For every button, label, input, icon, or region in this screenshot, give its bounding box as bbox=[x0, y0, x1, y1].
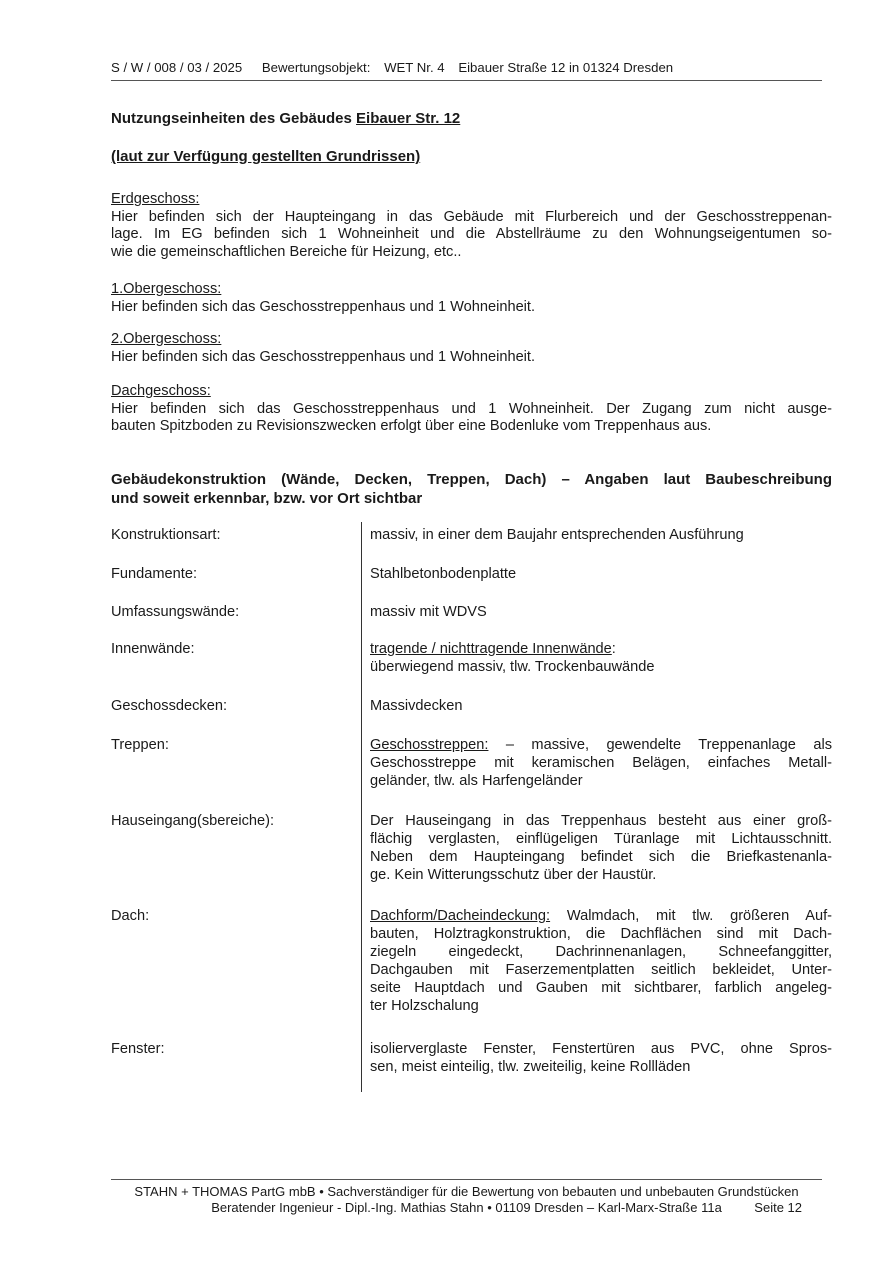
row-value-line: überwiegend massiv, tlw. Trockenbauwände bbox=[370, 659, 655, 675]
floor-text-line: Hier befinden sich das Geschosstreppenhaus und 1 Wohneinheit. Der Zugang zum nicht ausge- bbox=[111, 400, 832, 417]
floor-text bbox=[111, 209, 832, 262]
row-value bbox=[370, 812, 832, 884]
row-value-lead: Geschosstreppen: bbox=[370, 737, 489, 753]
row-value-line bbox=[370, 640, 832, 658]
floor-text-line: wie die gemeinschaftlichen Bereiche für Heizung, etc.. bbox=[111, 243, 462, 260]
row-value-line: flächig verglasten, einflügeligen Türanlage mit Lichtausschnitt. bbox=[370, 831, 832, 847]
row-value-line: Massivdecken bbox=[370, 698, 463, 714]
row-value-line: ziegeln eingedeckt, Dachrinnenanlagen, Schneefanggitter, bbox=[370, 944, 832, 960]
footer-line-2 bbox=[111, 1200, 822, 1216]
row-label: Hauseingang(sbereiche): bbox=[111, 813, 275, 829]
row-value-line: Geschosstreppe mit keramischen Belägen, einfaches Metall- bbox=[370, 755, 832, 771]
page-title-prefix: Nutzungseinheiten des Gebäudes bbox=[111, 110, 357, 127]
object-address: Eibauer Straße 12 in 01324 Dresden bbox=[458, 60, 674, 75]
footer-line-1: STAHN + THOMAS PartG mbB • Sachverständiger für die Bewertung von bebauten und unbebauten Grundstücken bbox=[134, 1184, 799, 1199]
object-id: WET Nr. 4 bbox=[384, 60, 445, 75]
row-value-line: geländer, tlw. als Harfengeländer bbox=[370, 773, 583, 789]
row-value bbox=[370, 697, 832, 715]
floor-heading: Dachgeschoss: bbox=[111, 383, 211, 399]
floor-text bbox=[111, 401, 832, 436]
row-label: Fundamente: bbox=[111, 566, 197, 582]
floor-text-line: Hier befinden sich das Geschosstreppenhaus und 1 Wohneinheit. bbox=[111, 298, 536, 315]
row-value-line: seite Hauptdach und Gauben mit sichtbarer, farblich angeleg- bbox=[370, 980, 832, 996]
floor-section-og1 bbox=[111, 281, 832, 316]
row-value-lead: tragende / nichttragende Innenwände bbox=[370, 641, 612, 657]
row-value-line bbox=[370, 907, 832, 925]
page-subtitle: (laut zur Verfügung gestellten Grundrissen) bbox=[111, 148, 421, 165]
table-divider bbox=[361, 522, 362, 1092]
row-value-lead-rest: : bbox=[611, 641, 616, 657]
page-header bbox=[111, 60, 822, 81]
floor-section-dg bbox=[111, 383, 832, 436]
row-value-line bbox=[370, 736, 832, 754]
floor-heading: 1.Obergeschoss: bbox=[111, 281, 222, 297]
row-value-line: Stahlbetonbodenplatte bbox=[370, 566, 517, 582]
row-value-lead-rest: Walmdach, mit tlw. größeren Auf- bbox=[550, 908, 832, 924]
floor-heading: 2.Obergeschoss: bbox=[111, 331, 222, 347]
row-value bbox=[370, 907, 832, 1015]
row-value bbox=[370, 640, 832, 676]
row-value bbox=[370, 565, 832, 583]
row-value-line: ge. Kein Witterungsschutz über der Haustür. bbox=[370, 867, 657, 883]
page-title bbox=[111, 110, 460, 127]
floor-text-line: lage. Im EG befinden sich 1 Wohneinheit und die Abstellräume zu den Wohnungseigentumen so- bbox=[111, 226, 832, 242]
row-label: Umfassungswände: bbox=[111, 604, 240, 620]
row-label: Konstruktionsart: bbox=[111, 527, 221, 543]
footer-address: Beratender Ingenieur - Dipl.-Ing. Mathias Stahn • 01109 Dresden – Karl-Marx-Straße 11a bbox=[211, 1200, 722, 1215]
row-value-line: Neben dem Haupteingang befindet sich die Briefkastenanla- bbox=[370, 849, 832, 865]
row-value-lead-rest: – massive, gewendelte Treppenanlage als bbox=[488, 737, 832, 753]
row-label: Innenwände: bbox=[111, 641, 195, 657]
row-value-line: massiv, in einer dem Baujahr entsprechenden Ausführung bbox=[370, 527, 744, 543]
floor-text-line: Hier befinden sich das Geschosstreppenhaus und 1 Wohneinheit. bbox=[111, 348, 536, 365]
row-value bbox=[370, 736, 832, 790]
row-value bbox=[370, 1040, 832, 1076]
floor-heading: Erdgeschoss: bbox=[111, 191, 200, 207]
row-value bbox=[370, 526, 832, 544]
row-value-line: sen, meist einteilig, tlw. zweiteilig, keine Rollläden bbox=[370, 1059, 691, 1075]
floor-text bbox=[111, 299, 832, 317]
floor-text-line: Hier befinden sich der Haupteingang in das Gebäude mit Flurbereich und der Geschosstreppenan- bbox=[111, 208, 832, 225]
row-value-line: massiv mit WDVS bbox=[370, 604, 487, 620]
object-label: Bewertungsobjekt: bbox=[261, 60, 371, 75]
report-reference: S / W / 008 / 03 / 2025 bbox=[111, 60, 243, 75]
page-title-building: Eibauer Str. 12 bbox=[356, 110, 461, 127]
row-value bbox=[370, 603, 832, 621]
page-number: Seite 12 bbox=[754, 1200, 802, 1215]
construction-title-line: Gebäudekonstruktion (Wände, Decken, Treppen, Dach) – Angaben laut Baubeschreibung bbox=[111, 471, 832, 488]
floor-text-line: bauten Spitzboden zu Revisionszwecken erfolgt über eine Bodenluke vom Treppenhaus aus. bbox=[111, 418, 712, 434]
floor-text bbox=[111, 349, 832, 367]
row-label: Fenster: bbox=[111, 1041, 165, 1057]
page-footer bbox=[111, 1179, 822, 1216]
row-value-lead: Dachform/Dacheindeckung: bbox=[370, 908, 551, 924]
row-value-line: bauten, Holztragkonstruktion, die Dachflächen sind mit Dach- bbox=[370, 926, 832, 942]
row-label: Treppen: bbox=[111, 737, 169, 753]
construction-title-line: und soweit erkennbar, bzw. vor Ort sichtbar bbox=[111, 490, 423, 507]
row-value-line: ter Holzschalung bbox=[370, 998, 479, 1014]
floor-section-eg bbox=[111, 191, 832, 261]
row-label: Dach: bbox=[111, 908, 150, 924]
row-value-line: Dachgauben mit Faserzementplatten seitlich bekleidet, Unter- bbox=[370, 962, 832, 978]
row-value-line: isolierverglaste Fenster, Fenstertüren aus PVC, ohne Spros- bbox=[370, 1041, 832, 1057]
row-value-line: Der Hauseingang in das Treppenhaus besteht aus einer groß- bbox=[370, 813, 832, 829]
construction-title bbox=[111, 470, 832, 508]
floor-section-og2 bbox=[111, 331, 832, 366]
row-label: Geschossdecken: bbox=[111, 698, 228, 714]
